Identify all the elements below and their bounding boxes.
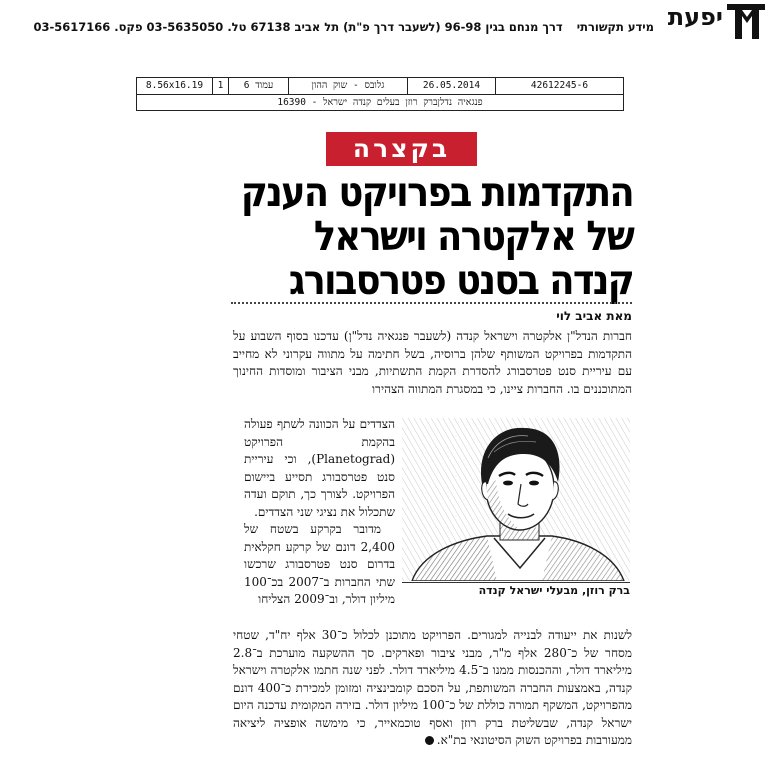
clip-size: 8.56x16.19 (137, 78, 213, 94)
tagline: מידע תקשורתי (576, 20, 654, 34)
headline-line: קנדה בסנט פטרסבורג (288, 256, 633, 304)
headline-divider (231, 302, 632, 304)
headline-line: התקדמות בפרויקט הענק (240, 168, 634, 216)
byline: מאת אביב לוי (556, 309, 632, 323)
yifat-logo-icon (725, 1, 767, 43)
article-paragraph: הצדדים על הכוונה לשתף פעולה בהקמת הפרויקט (Planetograd), וכי עיריית סנט פטרסבורג תסייע ביישום הפרויקט. לצורך כך, תוקם ועדה שתכלול את נציגי שני הצדדים. (244, 417, 395, 519)
article-column (244, 416, 395, 609)
photo-caption: ברק רוזן, מבעלי ישראל קנדה (402, 582, 630, 599)
headline-line: של אלקטרה וישראל (313, 212, 633, 260)
clipping-header (0, 0, 769, 48)
article-id: 42612245-6 (530, 80, 589, 91)
page-number: עמוד 6 (229, 78, 289, 94)
article-paragraph (233, 627, 632, 750)
article-paragraph: מדובר בקרקע בשטח של 2,400 דונם של קרקע חקלאית בדרום סנט פטרסבורג שרכשו שתי החברות ב־2007 בכ־100 מיליון דולר, וב־2009 הצליחו (244, 522, 395, 606)
portrait-illustration (402, 418, 630, 581)
publication-name: גלובס - שוק ההון (289, 78, 408, 94)
contact-line (33, 20, 654, 34)
article-headline (225, 170, 633, 302)
clipping-metadata-table (136, 77, 624, 111)
end-of-article-icon (425, 736, 434, 745)
article-paragraph-text: לשנות את ייעודה לבנייה למגורים. הפרויקט מתוכנן לכלול כ־30 אלף יח"ד, שטחי מסחר של כ־280 אלף מ"ר, מבני ציבור ופארקים. סך ההשקעה מוערכת ב־2.8 מיליארד דולר, וההכנסות ממנו ב־4.5 מיליארד דולר. לפני שנה חתמו אלקטרה וישראל קנדה, באמצעות החברה המשותפת, על הסכם קומבינציה ומזומן למכירת כ־400 דונם מהפרויקט, המשקף תמורה כוללת של כ־100 מיליון דולר. בזירה המקומית עדכנה היום ישראל קנדה, שבשליטת ברק רוזן ואסף טוכמאייר, כי מימשה אופציה ליציאה ממעורבות בפרויקט השוק הסיטונאי בת"א. (233, 628, 633, 747)
clip-subject: פנגאיה נדלןברק רוזן בעלים קנדה ישראל - 16390 (277, 97, 483, 108)
yifat-logo-text: יפעת (667, 3, 723, 31)
portrait-photo (402, 418, 630, 581)
clip-count: 1 (213, 78, 229, 94)
section-kicker: בקצרה (326, 132, 477, 166)
article-paragraph: חברות הנדל"ן אלקטרה וישראל קנדה (לשעבר פנגאיה נדל"ן) עדכנו בסוף השבוע על התקדמות בפרויקט המשותף שלהן ברוסיה, בשל חתימה על מתווה עקרוני לא מחייב עם עיריית סנט פטרסבורג להסדרת הקמת התשתיות, מבני הציבור ומוסדות החינוך המתוכננים בו. החברות ציינו, כי במסגרת המתווה הצהירו (233, 329, 633, 396)
metadata-row (137, 78, 623, 95)
address-line: דרך מנחם בגין 96-98 (לשעבר דרך פ"ת) תל אביב 67138 טל. 03-5635050 פקס. 03-5617166 (33, 20, 563, 34)
publication-date: 26.05.2014 (408, 78, 496, 94)
